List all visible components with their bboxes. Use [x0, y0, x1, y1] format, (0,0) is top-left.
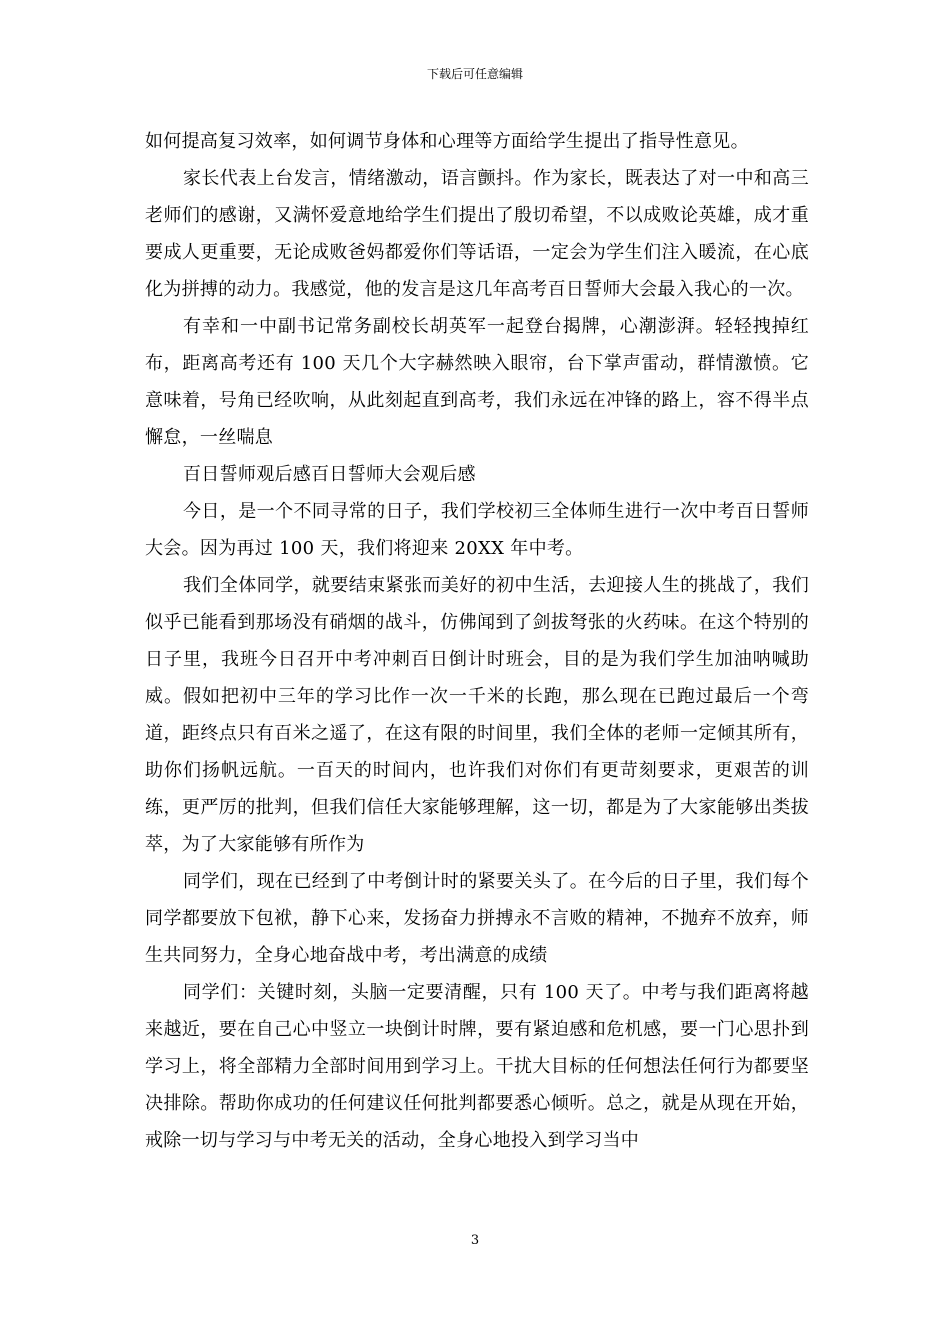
- paragraph-5: 今日，是一个不同寻常的日子，我们学校初三全体师生进行一次中考百日誓师大会。因为再过 100 天，我们将迎来 20XX 年中考。: [145, 501, 809, 559]
- paragraph-3: 有幸和一中副书记常务副校长胡英军一起登台揭牌，心潮澎湃。轻轻拽掉红布，距离高考还有 100 天几个大字赫然映入眼帘，台下掌声雷动，群情激愤。它意味着，号角已经吹响，从此刻起直到高考，我们永远在冲锋的路上，容不得半点懈怠，一丝喘息: [145, 316, 809, 448]
- paragraph-6: 我们全体同学，就要结束紧张而美好的初中生活，去迎接人生的挑战了，我们似乎已能看到那场没有硝烟的战斗，仿佛闻到了剑拔弩张的火药味。在这个特别的日子里，我班今日召开中考冲刺百日倒计时班会，目的是为我们学生加油呐喊助威。假如把初中三年的学习比作一次一千米的长跑，那么现在已跑过最后一个弯道，距终点只有百米之遥了，在这有限的时间里，我们全体的老师一定倾其所有，助你们扬帆远航。一百天的时间内，也许我们对你们有更苛刻要求，更艰苦的训练，更严厉的批判，但我们信任大家能够理解，这一切，都是为了大家能够出类拔萃，为了大家能够有所作为: [145, 575, 809, 855]
- paragraph-7: 同学们，现在已经到了中考倒计时的紧要关头了。在今后的日子里，我们每个同学都要放下包袱，静下心来，发扬奋力拼搏永不言败的精神，不抛弃不放弃，师生共同努力，全身心地奋战中考，考出满意的成绩: [145, 871, 809, 966]
- paragraph-1: 如何提高复习效率，如何调节身体和心理等方面给学生提出了指导性意见。: [145, 131, 749, 152]
- page-header: 下载后可任意编辑: [426, 67, 523, 81]
- paragraph-2: 家长代表上台发言，情绪激动，语言颤抖。作为家长，既表达了对一中和高三老师们的感谢，又满怀爱意地给学生们提出了殷切希望，不以成败论英雄，成才重要成人更重要，无论成败爸妈都爱你们等话语，一定会为学生们注入暖流，在心底化为拼搏的动力。我感觉，他的发言是这几年高考百日誓师大会最入我心的一次。: [145, 168, 809, 300]
- paragraph-8: 同学们：关键时刻，头脑一定要清醒，只有 100 天了。中考与我们距离将越来越近，要在自己心中竖立一块倒计时牌，要有紧迫感和危机感，要一门心思扑到学习上，将全部精力全部时间用到学习上。干扰大目标的任何想法任何行为都要坚决排除。帮助你成功的任何建议任何批判都要悉心倾听。总之，就是从现在开始，戒除一切与学习与中考无关的活动，全身心地投入到学习当中: [145, 982, 809, 1151]
- paragraph-4-subtitle: 百日誓师观后感百日誓师大会观后感: [183, 464, 476, 485]
- page-number: 3: [470, 1233, 480, 1248]
- document-body: [145, 123, 809, 1159]
